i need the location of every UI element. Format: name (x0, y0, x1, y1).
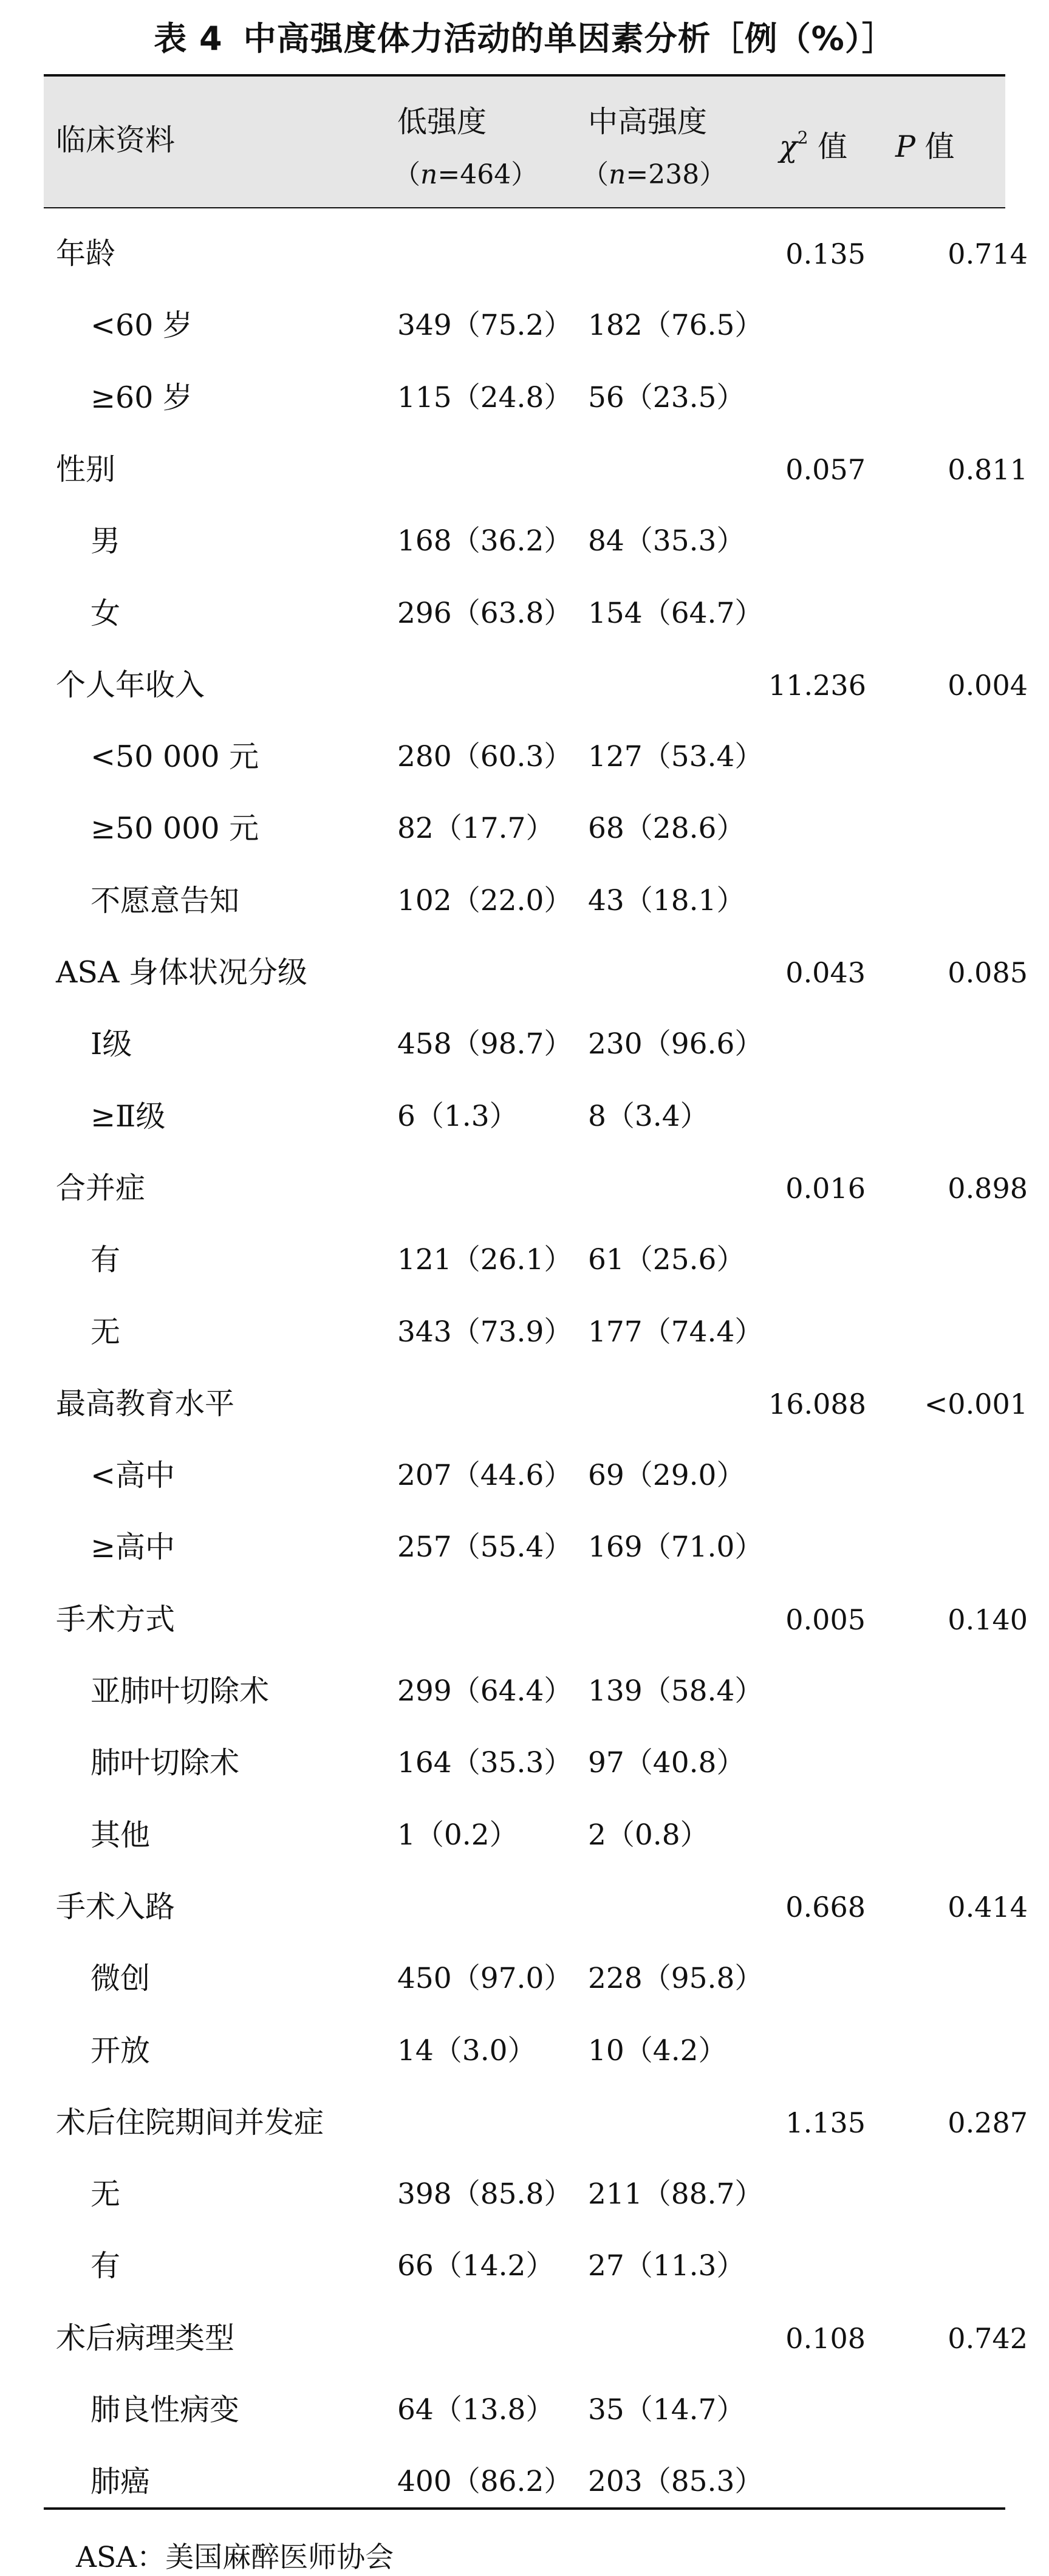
cell-moderate-high-intensity: 177（74.4） (588, 1315, 764, 1349)
table-row-category (44, 2087, 1028, 2159)
cell-low-intensity: 102（22.0） (397, 884, 573, 917)
cell-low-intensity: 343（73.9） (397, 1315, 573, 1349)
cell-moderate-high-intensity: 203（85.3） (588, 2465, 764, 2498)
table-row (44, 1440, 1005, 1512)
cell-moderate-high-intensity: 154（64.7） (588, 597, 764, 630)
row-label: <50 000 元 (91, 739, 259, 774)
table-row (44, 2230, 1005, 2302)
cell-moderate-high-intensity: 8（3.4） (588, 1100, 709, 1133)
cell-p-value: 0.140 (948, 1603, 1028, 1636)
cell-low-intensity: 66（14.2） (397, 2249, 555, 2283)
cell-low-intensity: 64（13.8） (397, 2393, 555, 2427)
cell-moderate-high-intensity: 69（29.0） (588, 1459, 745, 1492)
cell-moderate-high-intensity: 43（18.1） (588, 884, 745, 917)
row-label: 术后住院期间并发症 (56, 2105, 324, 2140)
cell-moderate-high-intensity: 228（95.8） (588, 1962, 764, 1995)
table-row (44, 2015, 1005, 2087)
cell-chi-square: 11.236 (768, 669, 866, 702)
table-title (0, 10, 1049, 68)
header-chi-suffix: 值 (808, 129, 848, 164)
table-row-category (44, 218, 1028, 290)
table-row (44, 505, 1005, 577)
table-row-category (44, 1368, 1028, 1440)
header-item: 临床资料 (56, 123, 176, 157)
cell-low-intensity: 280（60.3） (397, 740, 573, 773)
cell-moderate-high-intensity: 97（40.8） (588, 1746, 745, 1780)
cell-low-intensity: 257（55.4） (397, 1530, 573, 1564)
header-high-n-value: =238 (626, 159, 700, 190)
cell-chi-square: 0.005 (785, 1603, 866, 1636)
row-label: 肺叶切除术 (91, 1745, 240, 1780)
table-row (44, 1224, 1005, 1296)
cell-low-intensity: 450（97.0） (397, 1962, 573, 1995)
cell-low-intensity: 82（17.7） (397, 812, 555, 845)
cell-moderate-high-intensity: 35（14.7） (588, 2393, 745, 2427)
row-label: ASA 身体状况分级 (56, 955, 307, 990)
table-row (44, 2374, 1005, 2446)
header-chi-square (779, 129, 847, 165)
row-label: 肺癌 (91, 2464, 151, 2499)
table-row (44, 721, 1005, 793)
row-label: ≥高中 (91, 1530, 176, 1564)
row-label: 最高教育水平 (56, 1386, 235, 1421)
cell-low-intensity: 121（26.1） (397, 1243, 573, 1276)
cell-p-value: 0.898 (948, 1172, 1028, 1205)
cell-low-intensity: 6（1.3） (397, 1100, 518, 1133)
cell-moderate-high-intensity: 61（25.6） (588, 1243, 745, 1276)
cell-moderate-high-intensity: 56（23.5） (588, 381, 745, 414)
table-row (44, 1656, 1005, 1727)
row-label: 微创 (91, 1961, 151, 1996)
table-row (44, 1009, 1005, 1080)
table-row-category (44, 937, 1028, 1009)
row-label: 合并症 (56, 1171, 146, 1205)
cell-p-value: 0.811 (948, 453, 1028, 486)
table-row-category (44, 2303, 1028, 2374)
row-label: <高中 (91, 1458, 176, 1493)
table-footnote: ASA：美国麻醉医师协会 (76, 2541, 394, 2574)
cell-low-intensity: 14（3.0） (397, 2034, 536, 2067)
row-label: 手术方式 (56, 1602, 176, 1637)
row-label: 有 (91, 2249, 121, 2283)
cell-low-intensity: 207（44.6） (397, 1459, 573, 1492)
header-low-n: （n=464） (394, 159, 538, 190)
cell-chi-square: 16.088 (768, 1388, 866, 1420)
row-label: 手术入路 (56, 1889, 176, 1924)
cell-p-value: <0.001 (924, 1388, 1028, 1420)
cell-low-intensity: 299（64.4） (397, 1674, 573, 1708)
table-row-category (44, 434, 1028, 505)
table-row (44, 1297, 1005, 1368)
header-chi-sup: 2 (797, 128, 808, 148)
row-label: 年龄 (56, 236, 116, 271)
cell-low-intensity: 168（36.2） (397, 524, 573, 558)
table-row (44, 290, 1005, 361)
table-row (44, 793, 1005, 865)
row-label: ≥Ⅱ级 (91, 1099, 166, 1134)
table-row (44, 2159, 1005, 2230)
cell-chi-square: 0.108 (785, 2322, 866, 2355)
cell-chi-square: 0.043 (785, 956, 866, 989)
table-row (44, 578, 1005, 649)
cell-p-value: 0.742 (948, 2322, 1028, 2355)
row-label: 女 (91, 596, 121, 631)
row-label: 无 (91, 1315, 121, 1349)
cell-low-intensity: 164（35.3） (397, 1746, 573, 1780)
header-low-n-var: n (420, 159, 438, 190)
header-chi-symbol: χ (779, 129, 798, 164)
cell-moderate-high-intensity: 211（88.7） (588, 2177, 764, 2211)
cell-chi-square: 1.135 (785, 2106, 866, 2139)
cell-low-intensity: 398（85.8） (397, 2177, 573, 2211)
table-title-text: 中高强度体力活动的单因素分析［例（%）］ (243, 19, 895, 58)
bottom-rule (44, 2507, 1005, 2510)
table-row-category (44, 1153, 1028, 1224)
table-row (44, 1943, 1005, 2015)
header-rule (44, 207, 1005, 208)
row-label: 开放 (91, 2033, 151, 2068)
cell-moderate-high-intensity: 230（96.6） (588, 1027, 764, 1061)
row-label: 肺良性病变 (91, 2393, 240, 2427)
header-p-value (895, 129, 955, 165)
cell-low-intensity: 296（63.8） (397, 597, 573, 630)
cell-low-intensity: 400（86.2） (397, 2465, 573, 2498)
table-row-category (44, 1584, 1028, 1656)
cell-p-value: 0.287 (948, 2106, 1028, 2139)
cell-moderate-high-intensity: 10（4.2） (588, 2034, 727, 2067)
cell-low-intensity: 458（98.7） (397, 1027, 573, 1061)
cell-p-value: 0.714 (948, 238, 1028, 270)
cell-low-intensity: 115（24.8） (397, 381, 573, 414)
header-high-n-var: n (609, 159, 626, 190)
row-label: 术后病理类型 (56, 2321, 235, 2355)
cell-p-value: 0.085 (948, 956, 1028, 989)
header-high-n: （n=238） (582, 159, 726, 190)
row-label: ≥50 000 元 (91, 811, 259, 846)
cell-low-intensity: 349（75.2） (397, 309, 573, 342)
row-label: Ⅰ级 (91, 1027, 132, 1061)
row-label: <60 岁 (91, 308, 193, 343)
header-p-suffix: 值 (915, 129, 955, 164)
cell-chi-square: 0.668 (785, 1891, 866, 1923)
table-row-category (44, 649, 1028, 721)
table-row (44, 1081, 1005, 1153)
row-label: 亚肺叶切除术 (91, 1674, 270, 1708)
cell-chi-square: 0.016 (785, 1172, 866, 1205)
cell-moderate-high-intensity: 68（28.6） (588, 812, 745, 845)
header-low: 低强度 (397, 104, 487, 139)
table-row (44, 1800, 1005, 1871)
row-label: 有 (91, 1242, 121, 1277)
cell-p-value: 0.004 (948, 669, 1028, 702)
cell-moderate-high-intensity: 27（11.3） (588, 2249, 745, 2283)
cell-moderate-high-intensity: 84（35.3） (588, 524, 745, 558)
row-label: 不愿意告知 (91, 883, 240, 918)
cell-moderate-high-intensity: 127（53.4） (588, 740, 764, 773)
cell-low-intensity: 1（0.2） (397, 1818, 518, 1852)
table-label: 表 4 (154, 19, 223, 58)
header-high: 中高强度 (588, 104, 708, 139)
row-label: 男 (91, 524, 121, 558)
cell-moderate-high-intensity: 169（71.0） (588, 1530, 764, 1564)
table-row (44, 1727, 1005, 1799)
table-row (44, 1512, 1005, 1583)
row-label: 个人年收入 (56, 668, 205, 702)
row-label: 其他 (91, 1818, 151, 1852)
table-row (44, 362, 1005, 434)
cell-chi-square: 0.057 (785, 453, 866, 486)
row-label: 无 (91, 2177, 121, 2211)
header-p-symbol: P (895, 129, 915, 164)
row-label: ≥60 岁 (91, 380, 193, 415)
cell-moderate-high-intensity: 139（58.4） (588, 1674, 764, 1708)
table-row (44, 865, 1005, 937)
header-low-n-value: =464 (437, 159, 511, 190)
cell-moderate-high-intensity: 182（76.5） (588, 309, 764, 342)
cell-p-value: 0.414 (948, 1891, 1028, 1923)
cell-chi-square: 0.135 (785, 238, 866, 270)
table-row-category (44, 1871, 1028, 1943)
row-label: 性别 (56, 452, 116, 487)
cell-moderate-high-intensity: 2（0.8） (588, 1818, 709, 1852)
